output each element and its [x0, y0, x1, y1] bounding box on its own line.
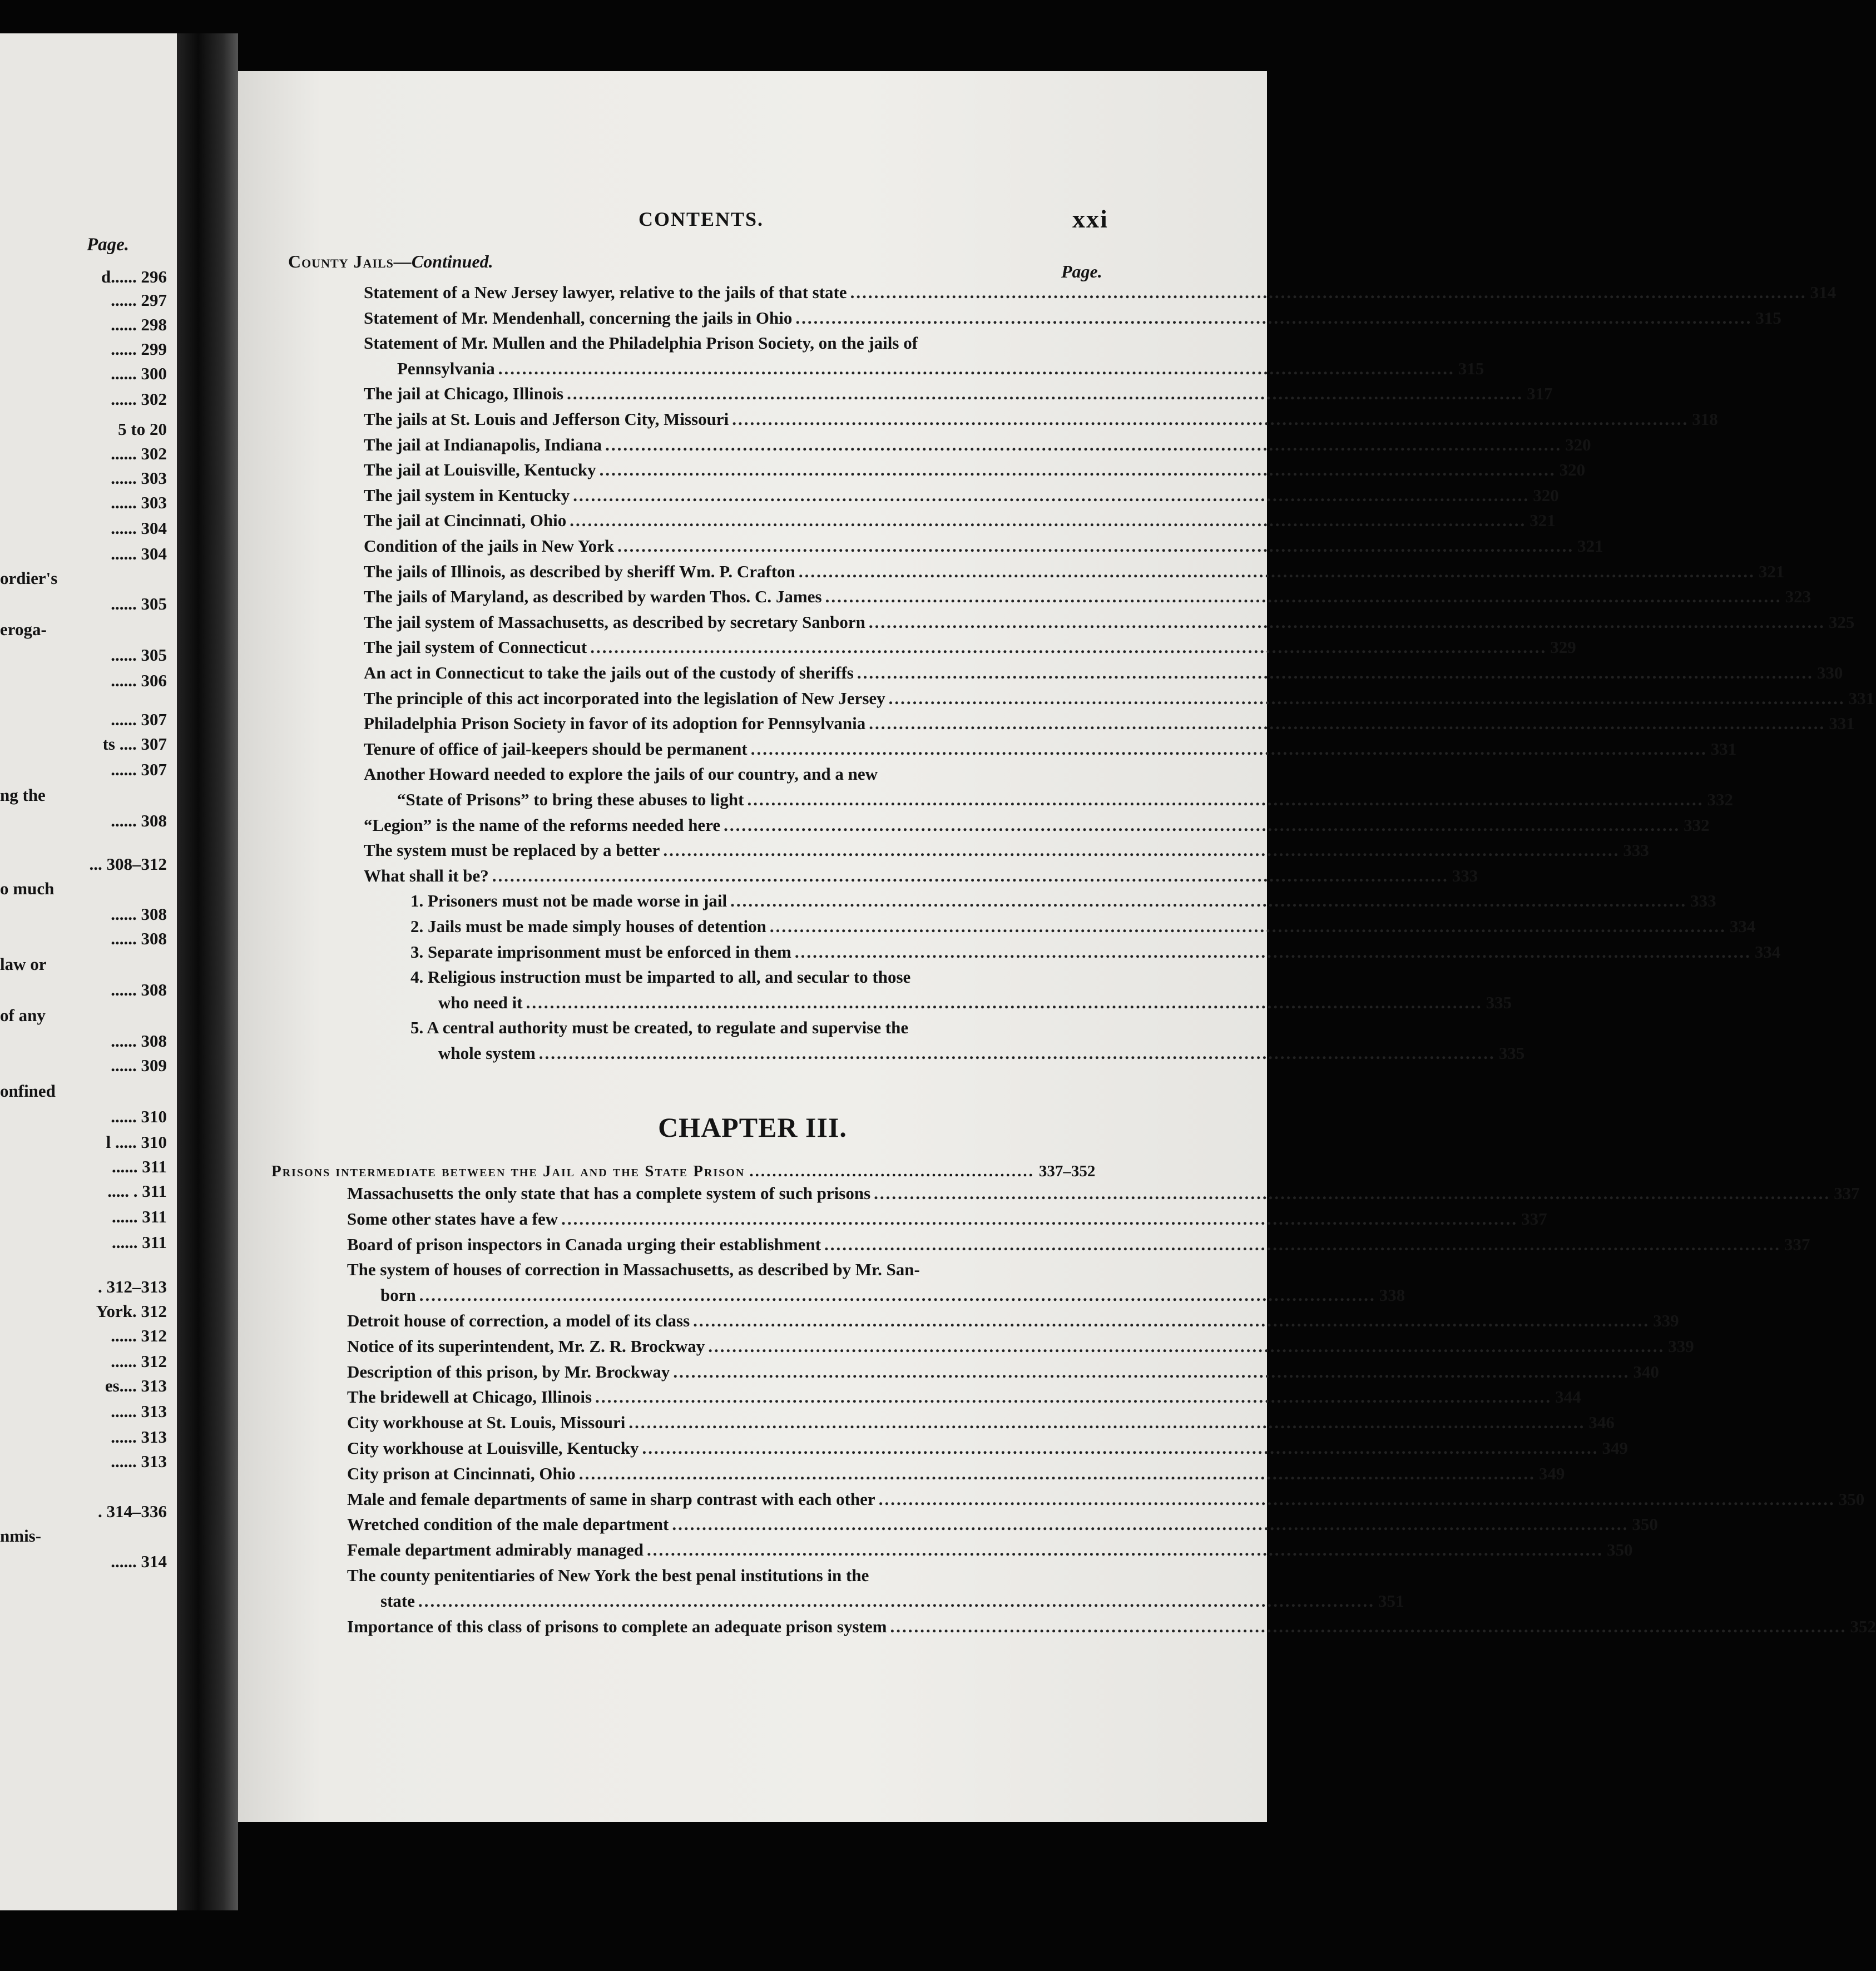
leader-dots: ................................................................................................................................................................ [769, 917, 1726, 936]
entry-text: An act in Connecticut to take the jails out of the custody of sheriffs [364, 663, 854, 682]
contents-entry [364, 688, 1875, 709]
left-page-line: ordier's [0, 568, 58, 588]
leader-dots: ................................................................................................................................................................ [599, 460, 1556, 480]
entry-page-number: 334 [1729, 917, 1756, 936]
left-page-line: ...... 307 [111, 760, 167, 779]
left-page-label: Page. [86, 235, 129, 255]
contents-entry [364, 434, 1591, 455]
entry-text: City workhouse at St. Louis, Missouri [347, 1413, 626, 1433]
contents-entry [347, 1361, 1659, 1382]
contents-entry [410, 967, 1117, 987]
entry-text: The bridewell at Chicago, Illinois [347, 1387, 592, 1407]
left-page-line: ng the [0, 785, 46, 805]
leader-dots: ................................................................................................................................................................ [750, 739, 1707, 759]
running-title: CONTENTS. [638, 208, 764, 230]
contents-entry [410, 891, 1716, 911]
contents-entry [364, 536, 1603, 556]
entry-text: The jails of Illinois, as described by sheriff Wm. P. Crafton [364, 561, 795, 581]
entry-page-number: 318 [1692, 409, 1718, 429]
page-header [238, 207, 1267, 241]
entry-text: Statement of Mr. Mullen and the Philadelphia Prison Society, on the jails of [364, 333, 918, 353]
entry-page-number: 330 [1816, 663, 1843, 682]
entry-page-number: 333 [1623, 840, 1649, 860]
leader-dots: ................................................................................................................................................................ [419, 1285, 1376, 1305]
contents-entry [397, 358, 1484, 379]
leader-dots: ................................................................................................................................................................ [526, 992, 1483, 1012]
contents-entry [410, 917, 1756, 937]
entry-page-number: 315 [1755, 308, 1781, 328]
section-heading [288, 251, 493, 272]
contents-entry [347, 1311, 1679, 1331]
entry-text: 2. Jails must be made simply houses of detention [410, 917, 766, 936]
contents-entry [380, 1285, 1405, 1305]
contents-entry [347, 1234, 1810, 1255]
entry-text: whole system [438, 1043, 536, 1063]
entry-page-number: 331 [1829, 714, 1855, 734]
entry-text: 5. A central authority must be created, to regulate and supervise the [410, 1018, 909, 1038]
leader-dots: ................................................................................................................................................................ [573, 485, 1530, 505]
entry-text: Condition of the jails in New York [364, 536, 615, 556]
leader-dots: ................................................................................................................................................................ [538, 1043, 1496, 1063]
left-page-line: o much [0, 879, 55, 898]
contents-entry [364, 511, 1556, 531]
entry-page-number: 350 [1606, 1540, 1633, 1560]
leader-dots: ................................................................................................................................................................ [578, 1463, 1536, 1483]
left-page-line: ...... 308 [111, 929, 167, 948]
left-page-line: ...... 299 [111, 339, 167, 359]
entry-page-number: 349 [1602, 1438, 1628, 1458]
left-page-line: ...... 305 [111, 594, 167, 613]
left-page-line: ...... 311 [111, 1157, 167, 1176]
leader-dots: ................................................................................................................................................................ [730, 891, 1687, 911]
left-page-line: ...... 306 [111, 671, 167, 690]
left-page-line: l ..... 310 [106, 1132, 167, 1152]
entry-text: The jails at St. Louis and Jefferson City, Missouri [364, 409, 729, 429]
entry-text: City workhouse at Louisville, Kentucky [347, 1438, 639, 1458]
leader-dots: ................................................................................................................................................................ [732, 409, 1689, 429]
left-page-line: ...... 302 [111, 389, 167, 409]
book-gutter [177, 33, 238, 1910]
entry-page-number: 317 [1527, 384, 1553, 404]
contents-entry [364, 663, 1843, 683]
entry-page-number: 339 [1668, 1336, 1694, 1356]
leader-dots: ................................................................................................................................................................ [617, 536, 1575, 556]
left-page-line: ...... 312 [111, 1326, 167, 1345]
entry-page-number: 320 [1533, 485, 1559, 505]
entry-text: The jail at Cincinnati, Ohio [364, 511, 567, 531]
leader-dots: ................................................................................................................................................................ [646, 1540, 1603, 1560]
entry-text: Statement of Mr. Mendenhall, concerning the jails in Ohio [364, 308, 793, 328]
entry-text: Description of this prison, by Mr. Brockway [347, 1361, 670, 1381]
leader-dots: ................................................................................................................................................................ [642, 1438, 1599, 1458]
contents-entry [364, 764, 1117, 784]
entry-text: The jail system in Kentucky [364, 485, 570, 505]
contents-entry [364, 739, 1737, 759]
leader-dots: ................................................................................................................................................................ [869, 714, 1826, 734]
left-page-line: . 312–313 [98, 1277, 167, 1296]
entry-page-number: 320 [1559, 460, 1586, 480]
contents-entry [347, 1540, 1633, 1560]
entry-text: The jail at Louisville, Kentucky [364, 460, 596, 480]
leader-dots: ................................................................................................................................................................ [795, 308, 1753, 328]
left-facing-page [0, 33, 177, 1910]
entry-text: 1. Prisoners must not be made worse in jail [410, 891, 727, 911]
entry-page-number: 340 [1633, 1361, 1659, 1381]
leader-dots: ................................................................................................................................................................ [672, 1514, 1629, 1534]
contents-entry [347, 1438, 1628, 1458]
left-page-line: ...... 298 [111, 315, 167, 334]
page-column-label: Page. [1061, 261, 1102, 281]
left-page-line: ...... 303 [111, 468, 167, 488]
entry-text: The county penitentiaries of New York the best penal institutions in the [347, 1566, 869, 1585]
leader-dots: ................................................................................................................................................................ [825, 587, 1782, 607]
contents-entry [397, 790, 1733, 810]
entry-text: Notice of its superintendent, Mr. Z. R. Brockway [347, 1336, 705, 1356]
entry-page-number: 331 [1848, 688, 1875, 708]
entry-page-number: 320 [1565, 434, 1591, 454]
contents-entry [364, 637, 1576, 657]
entry-text: Male and female departments of same in sharp contrast with each other [347, 1489, 875, 1509]
entry-page-number: 346 [1588, 1413, 1615, 1433]
leader-dots: ................................................................................................................................................................ [693, 1311, 1650, 1330]
left-page-line: ...... 313 [111, 1452, 167, 1471]
leader-dots: ................................................................................................................................................................ [850, 283, 1807, 302]
leader-dots: ................................................................................................................................................................ [878, 1489, 1835, 1509]
contents-entry [364, 587, 1811, 607]
left-page-line: York. 312 [96, 1301, 167, 1321]
entry-page-number: 337 [1784, 1234, 1810, 1254]
entry-page-number: 350 [1838, 1489, 1865, 1509]
contents-entry [438, 992, 1512, 1013]
leader-dots: ................................................................................................................................................................ [663, 840, 1620, 860]
left-page-line: ...... 311 [111, 1232, 167, 1252]
left-page-line: of any [0, 1006, 46, 1025]
section-title-2: Prisons intermediate between the Jail and the State Prison [271, 1162, 745, 1180]
contents-entry [364, 283, 1837, 303]
leader-dots: ................................................................................................................................................................ [567, 384, 1524, 404]
left-page-line: ...... 313 [111, 1427, 167, 1447]
contents-entry [364, 612, 1855, 632]
leader-dots: ................................................................................................................................................................ [418, 1591, 1375, 1611]
contents-entry [364, 561, 1785, 582]
entry-text: The system must be replaced by a better [364, 840, 660, 860]
leader-dots: ................................................................................................................................................................ [794, 942, 1751, 962]
contents-entry [364, 815, 1710, 835]
entry-text: Philadelphia Prison Society in favor of its adoption for Pennsylvania [364, 714, 866, 734]
entry-text: Pennsylvania [397, 358, 495, 378]
left-page-line: ...... 314 [111, 1552, 167, 1571]
entry-page-number: 337 [1834, 1183, 1860, 1203]
entry-page-number: 321 [1529, 511, 1556, 531]
left-page-line: nmis- [0, 1526, 42, 1546]
entry-page-number: 333 [1452, 865, 1478, 885]
contents-entry [364, 409, 1718, 429]
page-number: xxi [1072, 205, 1108, 233]
left-page-line: es.... 313 [105, 1376, 167, 1395]
left-page-line: ...... 305 [111, 645, 167, 665]
section-pages-2: 337–352 [1038, 1162, 1096, 1180]
left-page-line: ts .... 307 [102, 734, 167, 754]
left-page-line: ...... 310 [111, 1107, 167, 1126]
leader-dots: ................................................................................................................................................................ [888, 688, 1845, 708]
leader-dots: ................................................................................................................................................................ [628, 1413, 1586, 1433]
entry-text: state [380, 1591, 415, 1611]
entry-page-number: 335 [1486, 992, 1512, 1012]
entry-text: The jail system of Massachusetts, as described by secretary Sanborn [364, 612, 865, 632]
leader-dots: ................................................................................................................................................................ [570, 511, 1527, 531]
left-page-line: eroga- [0, 620, 47, 639]
left-page-line: ... 308–312 [89, 854, 167, 874]
leader-dots: ................................................................................................................................................................ [798, 561, 1755, 581]
entry-text: 3. Separate imprisonment must be enforced in them [410, 942, 791, 962]
left-page-line: ...... 308 [111, 811, 167, 830]
left-page-line: d...... 296 [101, 267, 167, 286]
entry-page-number: 321 [1758, 561, 1785, 581]
leader-dots: ................................................................................................................................................................ [590, 637, 1547, 657]
contents-entry [347, 1514, 1658, 1534]
entry-text: “Legion” is the name of the reforms needed here [364, 815, 721, 835]
entry-page-number: 333 [1690, 891, 1716, 911]
left-page-line: 5 to 20 [118, 419, 167, 439]
entry-page-number: 321 [1577, 536, 1603, 556]
entry-text: The system of houses of correction in Massachusetts, as described by Mr. San- [347, 1260, 920, 1280]
entry-text: born [380, 1285, 416, 1305]
entry-page-number: 351 [1378, 1591, 1404, 1611]
entry-text: Female department admirably managed [347, 1540, 644, 1560]
chapter-heading: CHAPTER III. [658, 1112, 847, 1143]
left-page-line: onfined [0, 1081, 56, 1101]
entry-page-number: 350 [1632, 1514, 1658, 1534]
leader-dots: .................................................. [749, 1162, 1034, 1180]
section-heading-2 [271, 1162, 1096, 1181]
entry-text: The jail at Chicago, Illinois [364, 384, 564, 404]
entry-page-number: 352 [1850, 1616, 1876, 1636]
entry-text: 4. Religious instruction must be imparted to all, and secular to those [410, 967, 911, 987]
entry-page-number: 329 [1550, 637, 1576, 657]
contents-entry [347, 1413, 1615, 1433]
contents-entry [347, 1209, 1547, 1229]
entry-page-number: 344 [1555, 1387, 1581, 1407]
contents-entry [380, 1591, 1404, 1611]
entry-page-number: 325 [1828, 612, 1855, 632]
contents-entry [410, 942, 1781, 962]
contents-entry [347, 1387, 1581, 1407]
left-page-line: . 314–336 [98, 1502, 167, 1521]
left-page-line: ...... 308 [111, 904, 167, 924]
left-page-line: ..... . 311 [107, 1181, 167, 1201]
left-page-line: ...... 312 [111, 1351, 167, 1371]
contents-entry [364, 333, 1117, 353]
contents-entry [347, 1183, 1860, 1204]
left-page-line: ...... 303 [111, 493, 167, 512]
leader-dots: ................................................................................................................................................................ [874, 1183, 1831, 1203]
leader-dots: ................................................................................................................................................................ [492, 865, 1449, 885]
leader-dots: ................................................................................................................................................................ [890, 1616, 1847, 1636]
entry-text: Detroit house of correction, a model of its class [347, 1311, 690, 1330]
leader-dots: ................................................................................................................................................................ [605, 434, 1562, 454]
left-page-line: ...... 308 [111, 980, 167, 999]
entry-text: The jails of Maryland, as described by warden Thos. C. James [364, 587, 822, 607]
contents-entry [364, 384, 1553, 404]
contents-entry [347, 1336, 1694, 1356]
entry-page-number: 334 [1754, 942, 1781, 962]
contents-entry [347, 1616, 1876, 1637]
left-page-line: law or [0, 954, 47, 974]
leader-dots: ................................................................................................................................................................ [747, 790, 1704, 809]
contents-entry [364, 308, 1781, 328]
leader-dots: ................................................................................................................................................................ [868, 612, 1825, 632]
left-page-line: ...... 311 [111, 1207, 167, 1226]
contents-entry [410, 1018, 1117, 1038]
entry-page-number: 323 [1785, 587, 1811, 607]
entry-text: What shall it be? [364, 865, 489, 885]
entry-text: who need it [438, 992, 523, 1012]
contents-entry [347, 1489, 1865, 1509]
entry-text: Statement of a New Jersey lawyer, relative to the jails of that state [364, 283, 847, 302]
left-page-line: ...... 304 [111, 518, 167, 538]
entry-text: The jail at Indianapolis, Indiana [364, 434, 602, 454]
entry-text: The principle of this act incorporated into the legislation of New Jersey [364, 688, 885, 708]
entry-page-number: 339 [1653, 1311, 1679, 1330]
left-page-line: ...... 297 [111, 290, 167, 310]
leader-dots: ................................................................................................................................................................ [673, 1361, 1630, 1381]
contents-entry [364, 714, 1855, 734]
left-page-line: ...... 300 [111, 364, 167, 383]
contents-entry [364, 485, 1559, 506]
entry-page-number: 349 [1538, 1463, 1565, 1483]
left-page-line: ...... 309 [111, 1056, 167, 1075]
entry-page-number: 337 [1521, 1209, 1547, 1229]
entry-page-number: 338 [1379, 1285, 1405, 1305]
contents-entry [364, 460, 1586, 480]
section-continued: —Continued. [393, 251, 493, 271]
leader-dots: ................................................................................................................................................................ [561, 1209, 1518, 1229]
entry-page-number: 335 [1498, 1043, 1525, 1063]
contents-entry [347, 1260, 1098, 1280]
left-page-line: ...... 302 [111, 444, 167, 463]
entry-page-number: 314 [1810, 283, 1837, 302]
entry-text: Importance of this class of prisons to complete an adequate prison system [347, 1616, 887, 1636]
entry-page-number: 315 [1458, 358, 1484, 378]
contents-entry [364, 865, 1478, 886]
contents-page [238, 71, 1876, 1822]
entry-text: Some other states have a few [347, 1209, 558, 1229]
contents-entry [347, 1566, 1098, 1586]
entry-text: Board of prison inspectors in Canada urging their establishment [347, 1234, 821, 1254]
contents-entry [347, 1463, 1565, 1484]
left-page-line: ...... 308 [111, 1031, 167, 1051]
entry-text: “State of Prisons” to bring these abuses to light [397, 790, 744, 809]
entry-text: City prison at Cincinnati, Ohio [347, 1463, 576, 1483]
entry-page-number: 332 [1684, 815, 1710, 835]
leader-dots: ................................................................................................................................................................ [824, 1234, 1781, 1254]
entry-text: Massachusetts the only state that has a complete system of such prisons [347, 1183, 871, 1203]
leader-dots: ................................................................................................................................................................ [595, 1387, 1552, 1407]
entry-page-number: 331 [1710, 739, 1737, 759]
leader-dots: ................................................................................................................................................................ [857, 663, 1814, 682]
section-title: County Jails [288, 251, 394, 271]
leader-dots: ................................................................................................................................................................ [724, 815, 1681, 835]
entry-text: Tenure of office of jail-keepers should be permanent [364, 739, 748, 759]
contents-entry [438, 1043, 1525, 1063]
contents-entry [364, 840, 1649, 860]
left-page-line: ...... 307 [111, 710, 167, 729]
entry-text: Another Howard needed to explore the jails of our country, and a new [364, 764, 878, 784]
entry-text: The jail system of Connecticut [364, 637, 587, 657]
left-page-line: ...... 304 [111, 544, 167, 563]
leader-dots: ................................................................................................................................................................ [498, 358, 1455, 378]
entry-page-number: 332 [1707, 790, 1733, 809]
left-page-line: ...... 313 [111, 1402, 167, 1421]
entry-text: Wretched condition of the male department [347, 1514, 669, 1534]
leader-dots: ................................................................................................................................................................ [708, 1336, 1665, 1356]
